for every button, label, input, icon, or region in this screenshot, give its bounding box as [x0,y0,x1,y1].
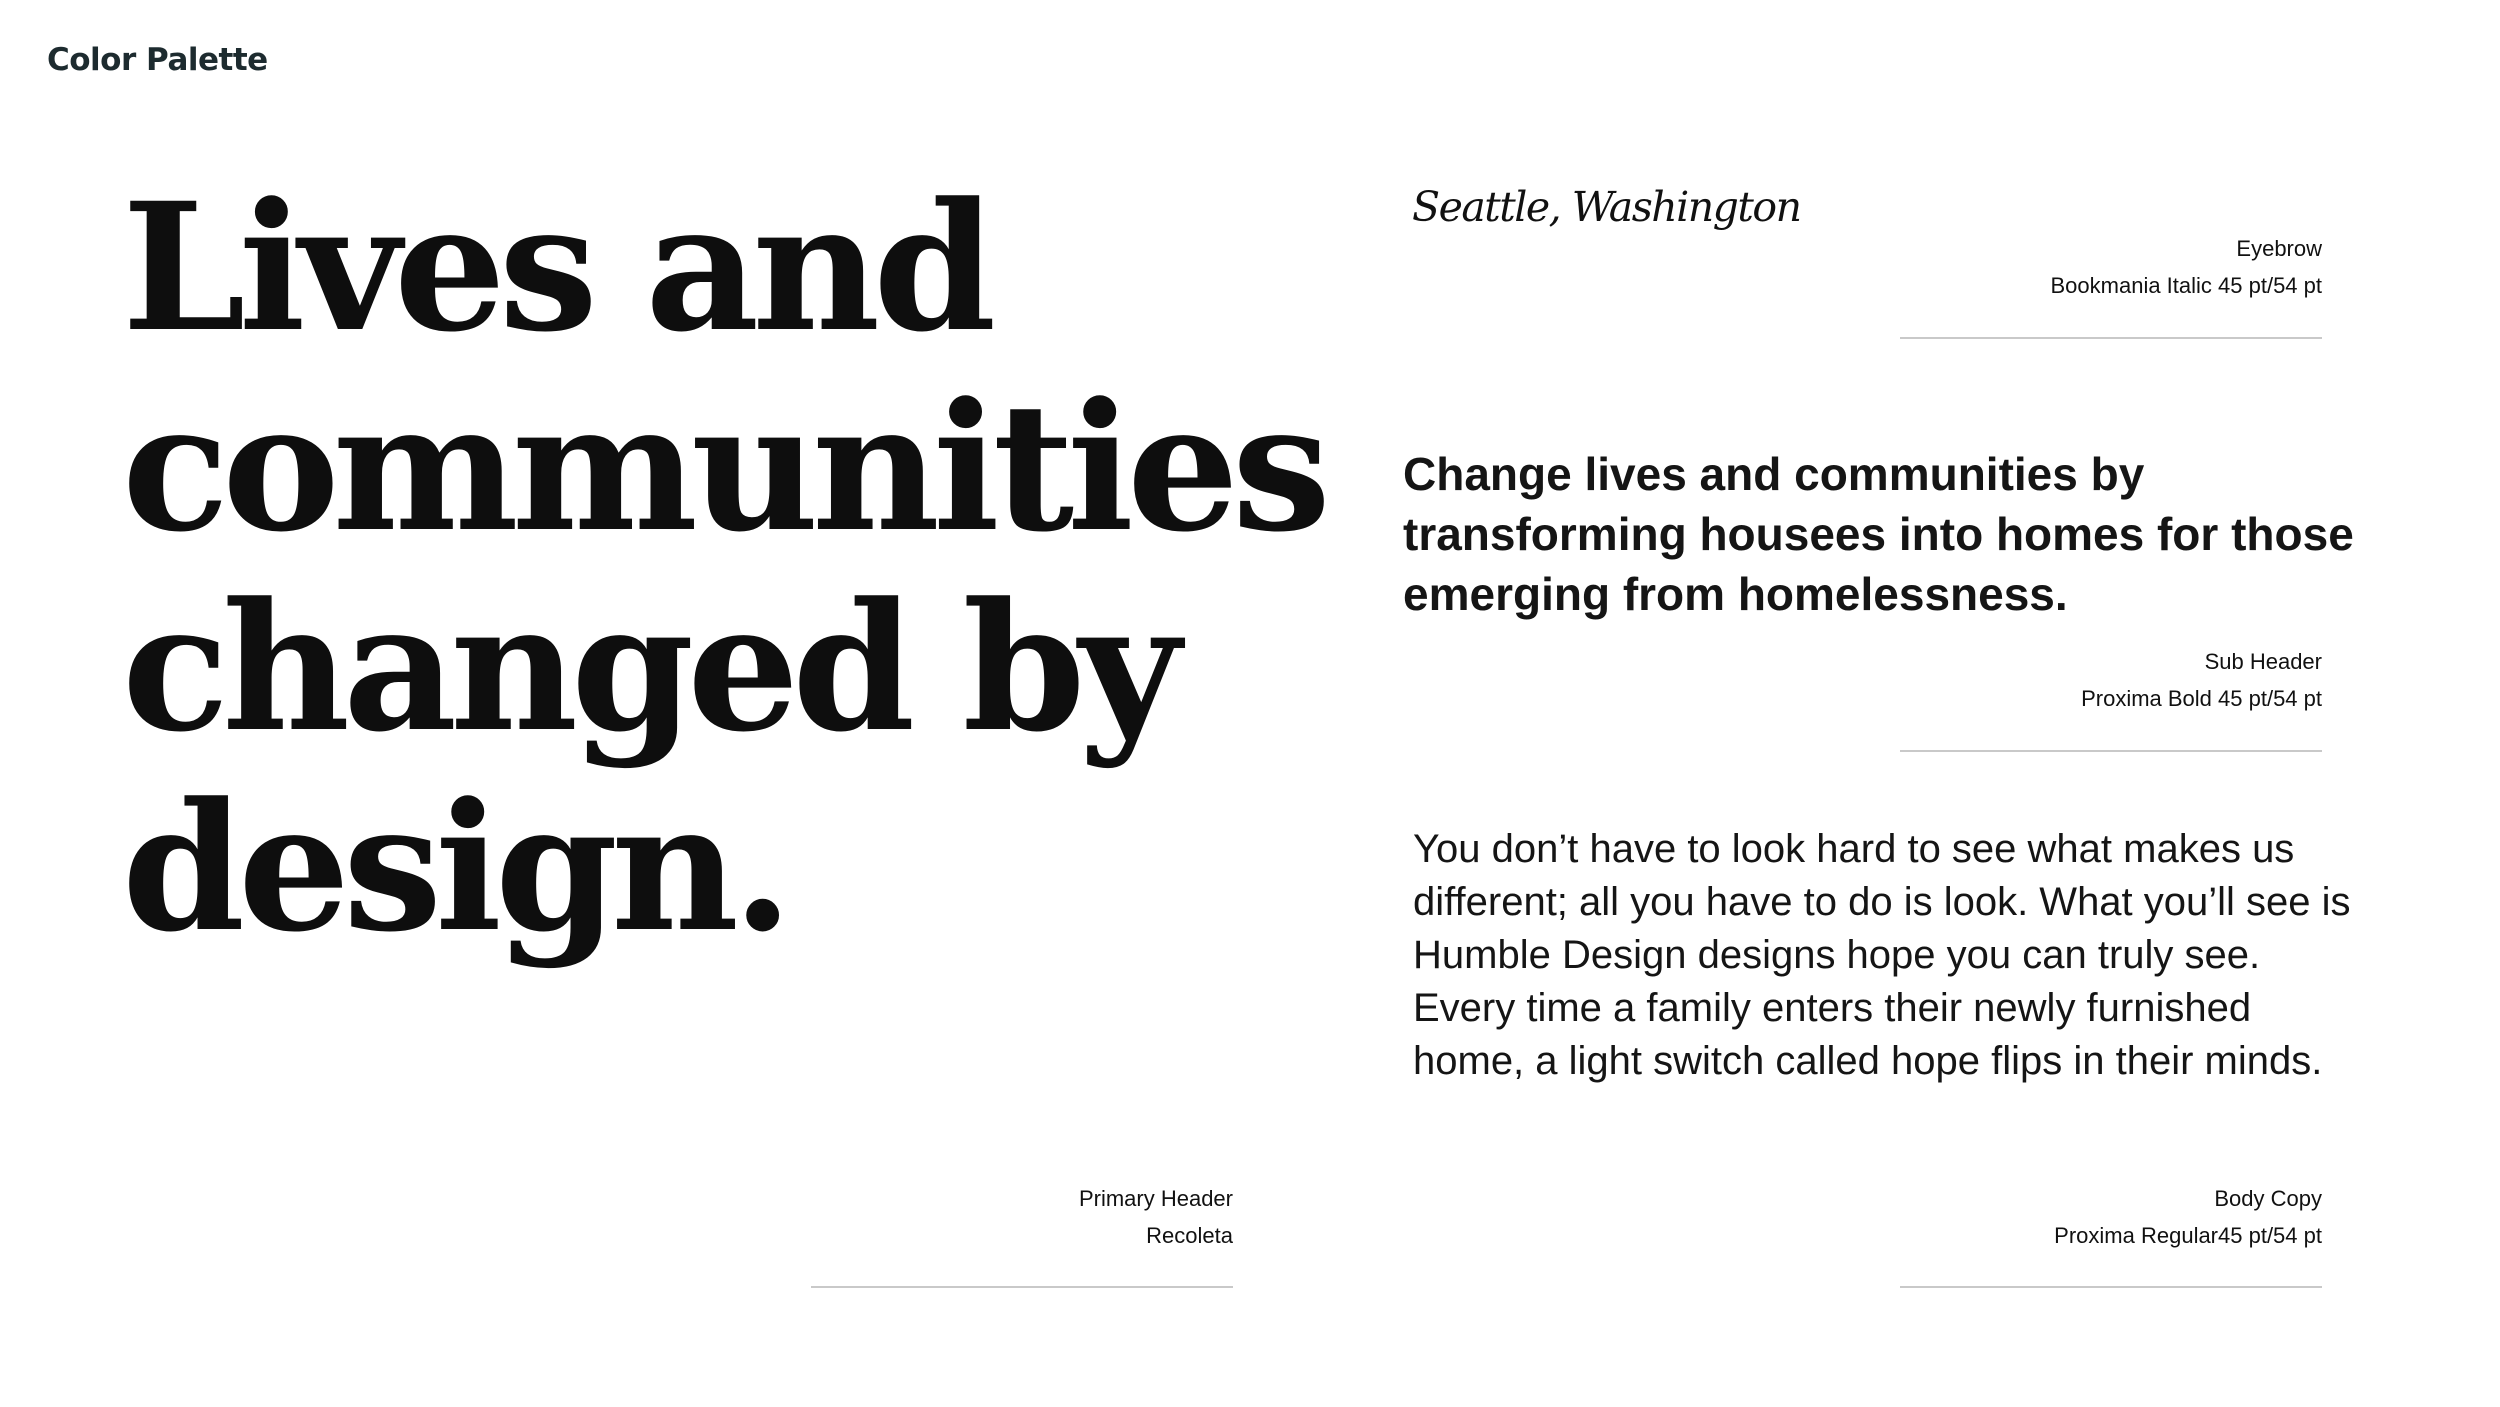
spec-font-details: Proxima Regular45 pt/54 pt [2054,1223,2322,1248]
spec-style-name: Body Copy [2214,1186,2322,1211]
sub-header-spec [2081,643,2322,717]
sub-header-line: emerging from homelessness. [1403,568,2068,620]
spec-font-details: Proxima Bold 45 pt/54 pt [2081,686,2322,711]
divider-rule [1900,750,2322,752]
primary-header-line: changed by [122,564,1174,771]
primary-header-sample [122,164,1325,971]
body-copy-sample [1413,823,2413,1088]
divider-rule [1900,1286,2322,1288]
body-copy-line: Every time a family enters their newly furnished [1413,986,2252,1030]
primary-header-spec [1079,1180,1233,1254]
spec-font-details: Recoleta [1146,1223,1233,1248]
divider-rule [1900,337,2322,339]
body-copy-spec [2054,1180,2322,1254]
page-title: Color Palette [47,42,268,78]
spec-style-name: Eyebrow [2236,236,2322,261]
primary-header-line: communities [122,364,1325,571]
spec-style-name: Primary Header [1078,1186,1233,1211]
divider-rule [811,1286,1233,1288]
eyebrow-sample: Seattle, Washington [1412,183,1801,231]
sub-header-sample [1403,444,2413,624]
primary-header-line: design. [122,764,787,971]
sub-header-line: Change lives and communities by [1403,448,2145,500]
body-copy-line: home, a light switch called hope flips in their minds. [1413,1039,2323,1083]
primary-header-line: Lives and [122,164,990,371]
spec-font-details: Bookmania Italic 45 pt/54 pt [2050,273,2322,298]
body-copy-line: You don’t have to look hard to see what makes us [1413,827,2295,871]
body-copy-line: Humble Design designs hope you can truly see. [1413,933,2261,977]
spec-style-name: Sub Header [2204,649,2322,674]
body-copy-line: different; all you have to do is look. What you’ll see is [1413,880,2351,924]
eyebrow-spec [2051,230,2323,304]
sub-header-line: transforming housees into homes for those [1403,508,2354,560]
